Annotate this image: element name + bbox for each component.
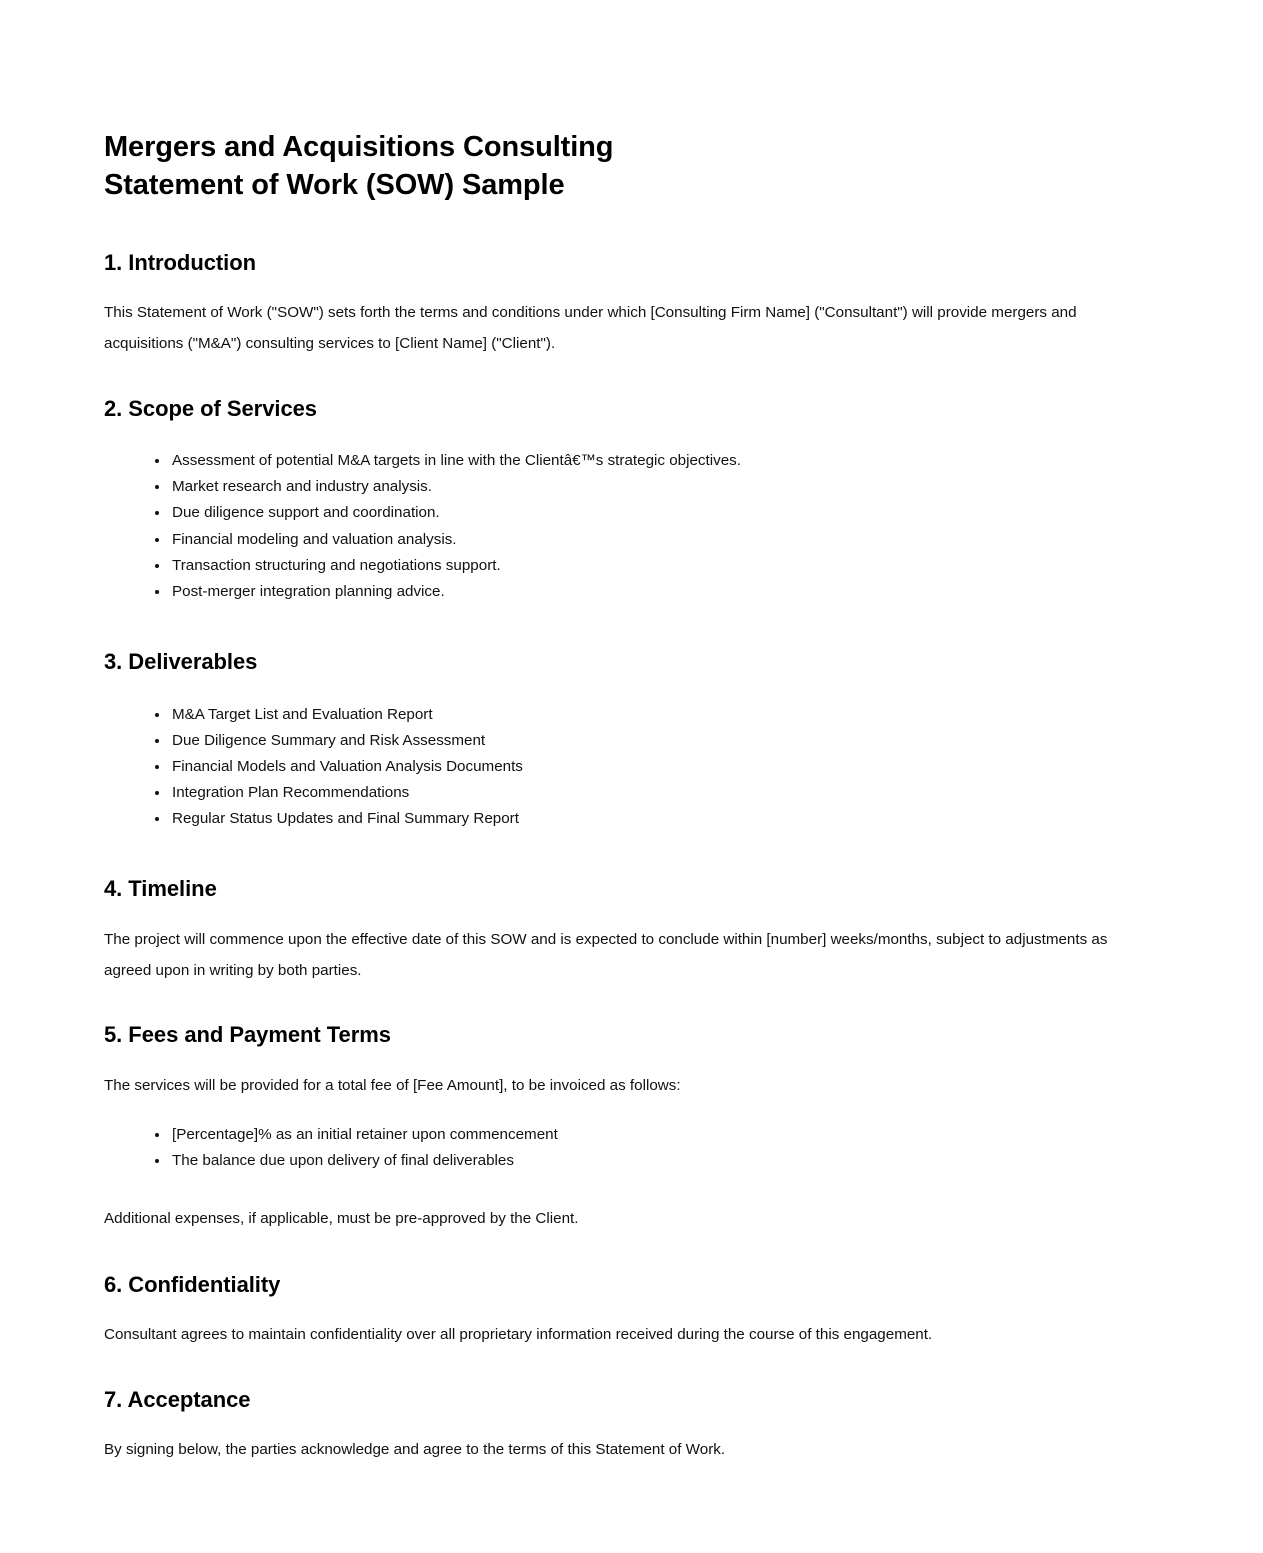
section-heading-fees-and-payment-terms: 5. Fees and Payment Terms — [104, 1022, 391, 1048]
spacer — [104, 1235, 1140, 1271]
spacer — [104, 1351, 1140, 1386]
fees-intro-paragraph: The services will be provided for a total fee of [Fee Amount], to be invoiced as follows: — [104, 1076, 681, 1094]
spacer — [104, 677, 1140, 702]
spacer — [104, 423, 1140, 448]
section-heading-deliverables: 3. Deliverables — [104, 648, 258, 674]
list-item: • Market research and industry analysis. — [170, 474, 1140, 500]
spacer — [104, 205, 1140, 249]
spacer — [104, 1174, 1140, 1204]
document-title-line-1: Mergers and Acquisitions Consulting — [104, 131, 614, 163]
list-item: • M&A Target List and Evaluation Report — [170, 702, 1140, 728]
spacer — [104, 986, 1140, 1021]
section-heading-scope-of-services: 2. Scope of Services — [104, 395, 317, 421]
section-heading-confidentiality: 6. Confidentiality — [104, 1271, 281, 1297]
list-item: • Financial Models and Valuation Analysis Documents — [170, 754, 1140, 780]
section-paragraph-introduction: This Statement of Work ("SOW") sets forth the terms and conditions under which [Consulting Firm Name] ("Consultant") will provide mergers and acquisitions ("M&A") consulting services to [Client Name] ("Client"). — [104, 304, 1077, 352]
scope-of-services-list — [104, 448, 1140, 605]
deliverables-list — [104, 702, 1140, 833]
fees-payment-list — [104, 1122, 1140, 1174]
section-heading-introduction: 1. Introduction — [104, 249, 257, 275]
list-item: • Post-merger integration planning advice. — [170, 579, 1140, 605]
spacer — [104, 832, 1140, 875]
list-item: • Assessment of potential M&A targets in line with the Clientâ€™s strategic objectives. — [170, 448, 1140, 474]
list-item: • Financial modeling and valuation analysis. — [170, 527, 1140, 553]
spacer — [104, 1414, 1140, 1435]
list-item: • The balance due upon delivery of final deliverables — [170, 1148, 1140, 1174]
list-item: • Regular Status Updates and Final Summary Report — [170, 806, 1140, 832]
spacer — [104, 277, 1140, 298]
spacer — [104, 1299, 1140, 1320]
spacer — [104, 605, 1140, 648]
list-item: • Due Diligence Summary and Risk Assessment — [170, 728, 1140, 754]
section-paragraph-confidentiality: Consultant agrees to maintain confidentiality over all proprietary information received during the course of this engagement. — [104, 1326, 933, 1344]
list-item: • Integration Plan Recommendations — [170, 780, 1140, 806]
list-item: • Due diligence support and coordination. — [170, 500, 1140, 526]
section-heading-timeline: 4. Timeline — [104, 876, 217, 902]
section-heading-acceptance: 7. Acceptance — [104, 1386, 251, 1412]
spacer — [104, 1102, 1140, 1122]
list-item: • Transaction structuring and negotiations support. — [170, 553, 1140, 579]
fees-closing-paragraph: Additional expenses, if applicable, must be pre-approved by the Client. — [104, 1209, 579, 1227]
spacer — [104, 1050, 1140, 1071]
document-title — [104, 128, 1140, 205]
section-paragraph-timeline: The project will commence upon the effective date of this SOW and is expected to conclude within [number] weeks/months, subject to adjustments as agreed upon in writing by both parties. — [104, 930, 1108, 979]
section-paragraph-acceptance: By signing below, the parties acknowledge and agree to the terms of this Statement of Work. — [104, 1441, 726, 1459]
spacer — [104, 360, 1140, 395]
document-title-line-2: Statement of Work (SOW) Sample — [104, 169, 565, 202]
spacer — [104, 904, 1140, 925]
list-item: • [Percentage]% as an initial retainer upon commencement — [170, 1122, 1140, 1148]
